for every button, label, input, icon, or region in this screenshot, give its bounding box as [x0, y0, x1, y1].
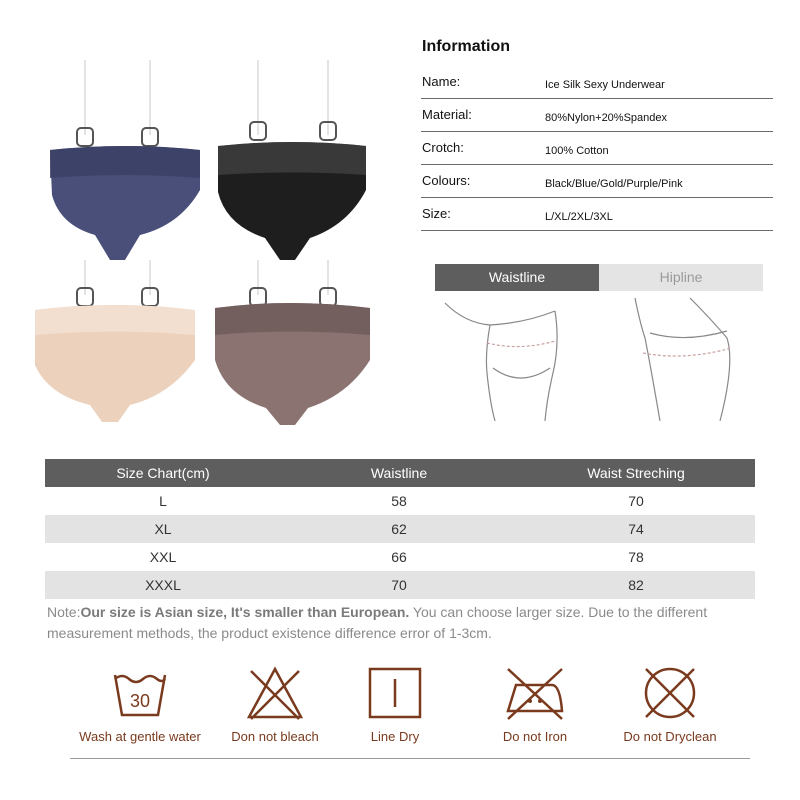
- table-cell: 70: [391, 577, 407, 593]
- care-item-dryclean: [595, 665, 745, 744]
- info-value: L/XL/2XL/3XL: [545, 211, 613, 223]
- table-header-row: [45, 459, 755, 487]
- info-value: Black/Blue/Gold/Purple/Pink: [545, 178, 683, 190]
- measurement-figure-illustration: [435, 293, 765, 421]
- column-header: Waist Streching: [587, 465, 685, 481]
- care-label: Don not bleach: [231, 729, 319, 744]
- wash-temperature: 30: [129, 691, 151, 711]
- note-rest: You can choose larger size. Due to the different measurement methods, the product existence difference error of 1-3cm.: [47, 604, 708, 641]
- care-item-wash: [65, 665, 215, 744]
- info-row-crotch: [421, 132, 773, 165]
- info-value: Ice Silk Sexy Underwear: [545, 79, 665, 91]
- info-label: Material:: [422, 107, 472, 122]
- table-cell: XXL: [149, 549, 177, 565]
- size-note: [47, 602, 767, 644]
- note-prefix: Note:: [47, 604, 81, 620]
- column-header: Size Chart(cm): [116, 465, 210, 481]
- table-row: [45, 515, 755, 543]
- info-label: Colours:: [422, 173, 471, 188]
- table-cell: 74: [628, 521, 644, 537]
- care-item-dry: [320, 665, 470, 744]
- no-bleach-icon: [245, 665, 305, 721]
- care-divider: [70, 758, 750, 759]
- table-cell: 78: [628, 549, 644, 565]
- table-cell: XXXL: [145, 577, 181, 593]
- info-value: 100% Cotton: [545, 145, 609, 157]
- product-photo: [30, 60, 420, 440]
- table-cell: XL: [154, 521, 172, 537]
- no-dryclean-icon: [640, 665, 700, 721]
- info-label: Name:: [422, 74, 461, 89]
- underwear-photo-illustration: [30, 60, 420, 440]
- tab-hipline[interactable]: Hipline: [599, 264, 763, 291]
- no-iron-icon: [502, 665, 568, 721]
- table-cell: 82: [628, 577, 644, 593]
- line-dry-icon: [365, 665, 425, 721]
- care-label: Do not Iron: [502, 729, 568, 744]
- info-row-size: [421, 198, 773, 231]
- column-header: Waistline: [370, 465, 428, 481]
- info-row-material: [421, 99, 773, 132]
- table-row: [45, 543, 755, 571]
- measurement-figures: [435, 293, 765, 421]
- care-label: Do not Dryclean: [623, 729, 717, 744]
- table-cell: 62: [391, 521, 407, 537]
- table-cell: L: [159, 493, 167, 509]
- info-row-name: [421, 66, 773, 99]
- wash-30-icon: [110, 665, 170, 721]
- table-cell: 58: [391, 493, 407, 509]
- info-value: 80%Nylon+20%Spandex: [545, 112, 668, 124]
- table-row: [45, 571, 755, 599]
- tab-waistline[interactable]: Waistline: [435, 264, 599, 291]
- care-label: Wash at gentle water: [79, 729, 201, 744]
- care-item-iron: [460, 665, 610, 744]
- size-chart-table: [45, 459, 755, 599]
- info-title: Information: [422, 38, 510, 55]
- info-label: Size:: [422, 206, 451, 221]
- info-row-colours: [421, 165, 773, 198]
- note-bold: Our size is Asian size, It's smaller than European.: [80, 604, 410, 620]
- info-label: Crotch:: [422, 140, 464, 155]
- table-cell: 66: [391, 549, 407, 565]
- table-row: [45, 487, 755, 515]
- care-label: Line Dry: [370, 729, 420, 744]
- table-cell: 70: [628, 493, 644, 509]
